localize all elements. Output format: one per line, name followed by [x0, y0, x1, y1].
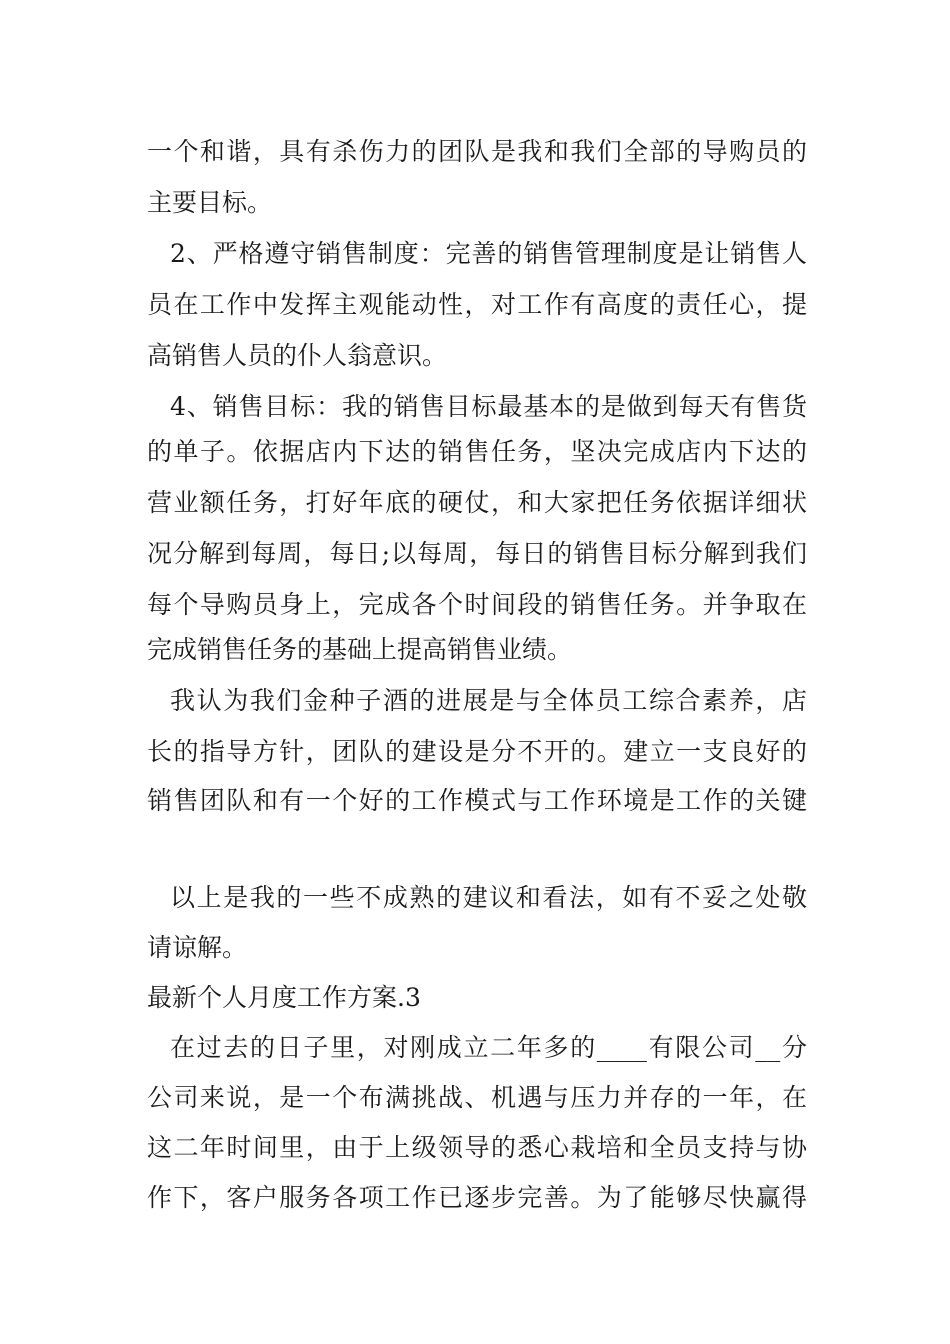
text-line-21: 作下，客户服务各项工作已逐步完善。为了能够尽快赢得 [147, 1183, 807, 1212]
text-line-8: 营业额任务，打好年底的硬仗，和大家把任务依据详细状 [147, 488, 807, 517]
text-line-4: 员在工作中发挥主观能动性，对工作有高度的责任心，提 [147, 290, 807, 319]
text-line-14: 销售团队和有一个好的工作模式与工作环境是工作的关键 [147, 786, 807, 815]
text-line-16: 请谅解。 [147, 933, 248, 962]
text-line-9: 况分解到每周，每日;以每周，每日的销售目标分解到我们 [147, 539, 807, 568]
text-line-12: 我认为我们金种子酒的进展是与全体员工综合素养，店 [170, 686, 807, 715]
text-line-11: 完成销售任务的基础上提高销售业绩。 [147, 635, 573, 664]
text-line-15: 以上是我的一些不成熟的建议和看法，如有不妥之处敬 [170, 883, 807, 912]
text-line-18: 在过去的日子里，对刚成立二年多的____有限公司__分 [170, 1033, 807, 1062]
text-line-1: 一个和谐，具有杀伤力的团队是我和我们全部的导购员的 [147, 137, 807, 166]
section-heading: 最新个人月度工作方案.3 [147, 983, 421, 1012]
text-line-3: 2、严格遵守销售制度：完善的销售管理制度是让销售人 [170, 239, 807, 268]
text-line-19: 公司来说，是一个布满挑战、机遇与压力并存的一年，在 [147, 1083, 807, 1112]
text-line-6: 4、销售目标：我的销售目标最基本的是做到每天有售货 [170, 392, 807, 421]
text-line-13: 长的指导方针，团队的建设是分不开的。建立一支良好的 [147, 737, 807, 766]
text-line-5: 高销售人员的仆人翁意识。 [147, 341, 448, 370]
text-line-10: 每个导购员身上，完成各个时间段的销售任务。并争取在 [147, 590, 807, 619]
text-line-2: 主要目标。 [147, 188, 273, 217]
text-line-7: 的单子。依据店内下达的销售任务，坚决完成店内下达的 [147, 437, 807, 466]
text-line-20: 这二年时间里，由于上级领导的悉心栽培和全员支持与协 [147, 1133, 807, 1162]
